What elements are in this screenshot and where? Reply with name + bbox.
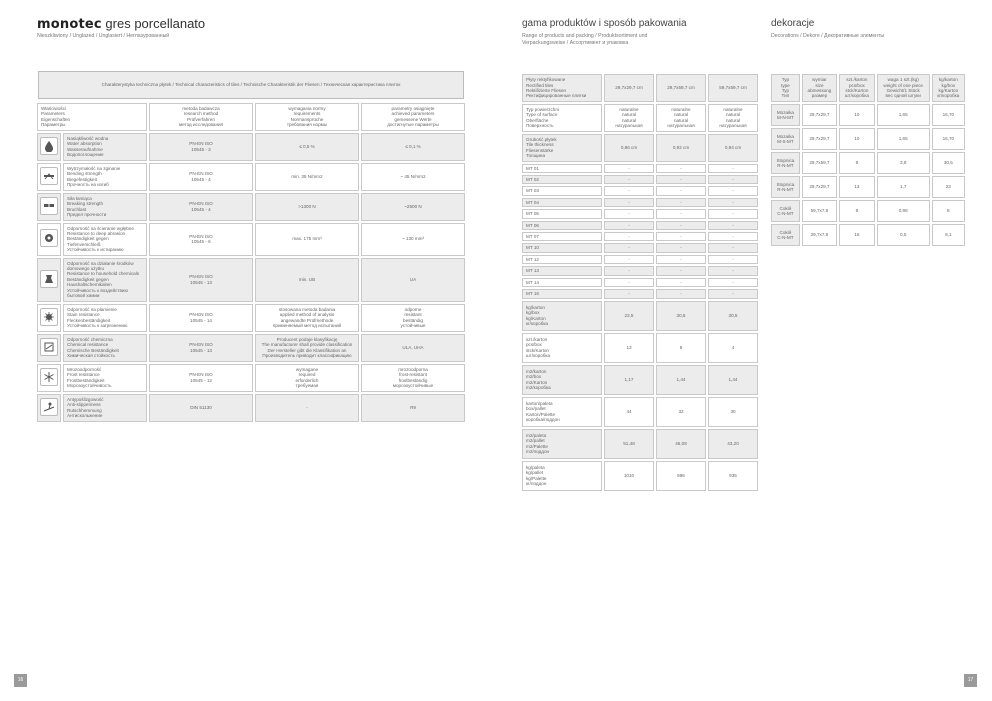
table-row	[771, 224, 965, 246]
value-cell: ≤ 0,1 %	[361, 133, 465, 161]
availability-cell: -	[656, 255, 706, 264]
availability-cell: -	[656, 266, 706, 275]
thickness-cell: 0,86 cm	[604, 134, 654, 162]
availability-cell: -	[604, 243, 654, 252]
method-cell: PN-EN ISO 10545 - 12	[149, 364, 253, 392]
table-row	[37, 163, 465, 191]
availability-cell: -	[708, 255, 758, 264]
chemical-resistance-icon	[40, 338, 58, 356]
deco-pcs: 10	[839, 128, 875, 150]
deco-size: 29,7x7,8	[802, 224, 837, 246]
availability-cell: -	[656, 164, 706, 173]
decorations-title: dekoracje	[771, 18, 815, 29]
value-cell: UA	[361, 258, 465, 302]
requirement-cell: min. UB	[255, 258, 359, 302]
method-cell: PN-EN ISO 10545 - 13	[149, 258, 253, 302]
color-row	[522, 289, 758, 298]
availability-cell: -	[604, 278, 654, 287]
availability-cell: -	[604, 289, 654, 298]
icon-cell	[37, 163, 61, 191]
icon-cell	[37, 334, 61, 362]
requirement-cell: -	[255, 394, 359, 422]
packing-value: 4	[708, 333, 758, 363]
packing-value: 30	[708, 397, 758, 427]
requirement-cell: ≤ 0,5 %	[255, 133, 359, 161]
availability-cell: -	[708, 186, 758, 195]
range-table	[520, 72, 760, 493]
packing-value: 22,5	[604, 301, 654, 331]
method-cell: PN-EN ISO 10545 - 13	[149, 334, 253, 362]
size-cell: 29,7x59,7 cm	[656, 74, 706, 102]
label-cell: kg/paleta kg/pallet kg/Palette кг/поддон	[522, 461, 602, 491]
availability-cell: -	[604, 266, 654, 275]
property-name: Wytrzymałość na zginanie Bending strength Biegefestigkeit Прочность на изгиб	[63, 163, 147, 191]
availability-cell: -	[604, 164, 654, 173]
icon-cell	[37, 193, 61, 221]
range-header-row	[522, 74, 758, 102]
deco-type: Cokół C-N-MT	[771, 200, 800, 222]
color-code: MT 14	[522, 278, 602, 287]
table-row	[37, 223, 465, 256]
method-cell: PN-EN ISO 10545 - 14	[149, 304, 253, 332]
range-subtitle: Range of products and packing / Produktsortiment und Verpackungsweise / Ассортимент и упаковка	[522, 33, 648, 46]
availability-cell: -	[708, 164, 758, 173]
packing-value: 1,44	[708, 365, 758, 395]
deco-kg: 8,1	[932, 224, 965, 246]
deco-pcs: 10	[839, 104, 875, 126]
value-cell: mrozoodporna frost-resistant frostbeständig морозоустойчивые	[361, 364, 465, 392]
property-name: Odporność na działanie środków domowego użytku Resistance to household chemicals Beständigkeit gegen Haushaltschemikalien Устойчивость к воздействию бытовой химии	[63, 258, 147, 302]
deco-pcs: 16	[839, 224, 875, 246]
size-cell: 29,7x29,7 cm	[604, 74, 654, 102]
color-row	[522, 255, 758, 264]
deco-kg: 16,70	[932, 128, 965, 150]
header-cell: Właściwości Parameters Eigenschaften Параметры	[37, 103, 147, 131]
packing-value: 13	[604, 333, 654, 363]
thickness-row	[522, 134, 758, 162]
property-name: Odporność na ścieranie wgłębne Resistance to deep abrasion Beständigkeit gegen Tiefenverschleiß Устойчивость к истиранию	[63, 223, 147, 256]
deco-type: Stopnica R-N-MT	[771, 152, 800, 174]
deco-type: Stopnica R-N-MT	[771, 176, 800, 198]
availability-cell: -	[708, 209, 758, 218]
method-cell: PN-EN ISO 10545 - 4	[149, 163, 253, 191]
packing-row	[522, 429, 758, 459]
color-row	[522, 175, 758, 184]
deco-w: 1,65	[877, 128, 930, 150]
property-name: Odporność chemiczna Chemical resistance Chemische Beständigkeit Химическая стойкость	[63, 334, 147, 362]
requirement-cell: Producent podaje klasyfikację The manufacturer shall provide classification Der Hersteller gibt die Klassifikation an Производитель приводит классификацию	[255, 334, 359, 362]
availability-cell: -	[708, 232, 758, 241]
header-cell: szt./karton pcs/box stck/Karton шт/коробка	[839, 74, 875, 102]
tech-table-title: Charakterystyka techniczna płytek / Technical characteristics of tiles / Technische Charakteristik der Fliesen / Техническая характеристика плиток	[38, 71, 464, 99]
table-row	[37, 394, 465, 422]
table-row	[771, 128, 965, 150]
icon-cell	[37, 364, 61, 392]
method-cell: DIN 51130	[149, 394, 253, 422]
header-cell: parametry osiągnięte achieved parameters gemessene Werte достигнутые параметры	[361, 103, 465, 131]
deco-size: 29,7x29,7	[802, 128, 837, 150]
packing-value: 1,17	[604, 365, 654, 395]
packing-value: 30,5	[656, 301, 706, 331]
label-cell: Typ powierzchni Type of surface Oberfläche Поверхность	[522, 104, 602, 132]
page-number-left: 16	[14, 674, 27, 687]
range-title: gama produktów i sposób pakowania	[522, 18, 687, 29]
availability-cell: -	[604, 209, 654, 218]
label-cell: m2/paleta m2/pallet m2/Palette m2/поддон	[522, 429, 602, 459]
table-row	[771, 104, 965, 126]
anti-slip-icon	[40, 398, 58, 416]
deco-w: 3,8	[877, 152, 930, 174]
availability-cell: -	[708, 266, 758, 275]
frost-icon	[40, 368, 58, 386]
deco-size: 29,7x29,7	[802, 104, 837, 126]
table-row	[37, 304, 465, 332]
decorations-table	[769, 72, 967, 248]
size-cell: 59,7x59,7 cm	[708, 74, 758, 102]
availability-cell: -	[604, 175, 654, 184]
table-row	[37, 258, 465, 302]
icon-cell	[37, 223, 61, 256]
color-code: MT 10	[522, 243, 602, 252]
breaking-icon	[40, 197, 58, 215]
color-code: MT 13	[522, 266, 602, 275]
color-row	[522, 232, 758, 241]
packing-value: 8	[656, 333, 706, 363]
packing-row	[522, 333, 758, 363]
deco-header-row	[771, 74, 965, 102]
packing-value: 32	[656, 397, 706, 427]
packing-row	[522, 461, 758, 491]
table-row	[771, 152, 965, 174]
packing-value: 46,08	[656, 429, 706, 459]
surface-cell: naturalne natural natural натуральная	[604, 104, 654, 132]
color-row	[522, 198, 758, 207]
tech-header-row	[37, 103, 465, 131]
availability-cell: -	[656, 209, 706, 218]
icon-cell	[37, 394, 61, 422]
packing-row	[522, 301, 758, 331]
availability-cell: -	[604, 198, 654, 207]
tech-table	[36, 71, 466, 424]
color-row	[522, 186, 758, 195]
brand-title: monotec gres porcellanato	[37, 16, 206, 32]
color-row	[522, 221, 758, 230]
availability-cell: -	[656, 198, 706, 207]
page-number-right: 17	[964, 674, 977, 687]
packing-value: 30,5	[708, 301, 758, 331]
deco-size: 29,7x59,7	[802, 152, 837, 174]
decorations-subtitle: Decorations / Dekore / Декоративные элементы	[771, 33, 885, 39]
label-cell: karton/paleta box/pallet Karton/Palette коробка/поддон	[522, 397, 602, 427]
deco-size: 59,7x7,8	[802, 200, 837, 222]
deco-kg: 16,70	[932, 104, 965, 126]
availability-cell: -	[656, 186, 706, 195]
property-name: Mrozoodporność Frost resistance Frostbeständigkeit Морозоустойчивость	[63, 364, 147, 392]
header-cell: waga 1 szt.(kg) weight of one piece Gewicht/1 Stück вес одной штуки	[877, 74, 930, 102]
availability-cell: -	[708, 198, 758, 207]
deco-w: 0,98	[877, 200, 930, 222]
thickness-cell: 0,94 cm	[708, 134, 758, 162]
deco-pcs: 13	[839, 176, 875, 198]
packing-value: 44	[604, 397, 654, 427]
label-cell: Płyty rektyfikowane Rectified tiles Rektifizierte Fliesen Ректифицированные плитки	[522, 74, 602, 102]
icon-cell	[37, 258, 61, 302]
availability-cell: -	[604, 232, 654, 241]
deco-kg: 8	[932, 200, 965, 222]
stain-icon	[40, 308, 58, 326]
color-code: MT 02	[522, 175, 602, 184]
thickness-cell: 0,92 cm	[656, 134, 706, 162]
color-row	[522, 243, 758, 252]
value-cell: ~2500 N	[361, 193, 465, 221]
availability-cell: -	[656, 243, 706, 252]
deco-w: 1,65	[877, 104, 930, 126]
table-row	[37, 334, 465, 362]
value-cell: ULA, UHA	[361, 334, 465, 362]
packing-row	[522, 365, 758, 395]
label-cell: Grubość płytek Tile thickness Fliesenstärke Толщина	[522, 134, 602, 162]
table-row	[37, 133, 465, 161]
deco-pcs: 8	[839, 152, 875, 174]
method-cell: PN-EN ISO 10545 - 4	[149, 193, 253, 221]
label-cell: kg/karton kg/box kg/Karton кг/коробка	[522, 301, 602, 331]
tech-table-body	[35, 101, 467, 424]
left-subtitle: Nieszkliwiony / Unglazed / Unglasiert / Неглазурованный	[37, 33, 170, 39]
surface-cell: naturalne natural natural натуральная	[708, 104, 758, 132]
surface-row	[522, 104, 758, 132]
requirement-cell: >1300 N	[255, 193, 359, 221]
table-row	[771, 200, 965, 222]
availability-cell: -	[604, 221, 654, 230]
requirement-cell: stosowana metoda badania applied method of analysis angewandte Prüfmethode применяемый метод испытаний	[255, 304, 359, 332]
header-cell: Typ type Typ Тип	[771, 74, 800, 102]
table-row	[37, 364, 465, 392]
color-code: MT 12	[522, 255, 602, 264]
availability-cell: -	[708, 175, 758, 184]
availability-cell: -	[604, 186, 654, 195]
color-code: MT 05	[522, 209, 602, 218]
deco-w: 0,5	[877, 224, 930, 246]
packing-value: 935	[708, 461, 758, 491]
availability-cell: -	[604, 255, 654, 264]
deco-type: Mozaika M-S-MT	[771, 128, 800, 150]
water-drop-icon	[40, 137, 58, 155]
availability-cell: -	[708, 221, 758, 230]
property-name: Odporność na plamienie Stain resistance Fleckenbeständigkeit Устойчивость к загрязнению	[63, 304, 147, 332]
value-cell: odporne resistant beständig устойчивые	[361, 304, 465, 332]
availability-cell: -	[656, 278, 706, 287]
color-row	[522, 278, 758, 287]
availability-cell: -	[656, 232, 706, 241]
value-cell: ~ 130 mm³	[361, 223, 465, 256]
deco-type: Mozaika M-N-MT	[771, 104, 800, 126]
color-code: MT 16	[522, 289, 602, 298]
deco-pcs: 8	[839, 200, 875, 222]
chemicals-icon	[40, 270, 58, 288]
deco-w: 1,7	[877, 176, 930, 198]
value-cell: R9	[361, 394, 465, 422]
deco-kg: 30,5	[932, 152, 965, 174]
availability-cell: -	[708, 278, 758, 287]
packing-value: 1010	[604, 461, 654, 491]
color-code: MT 07	[522, 232, 602, 241]
property-name: Nasiąkliwość wodna Water absorption Wasseraufnahme Водопоглощение	[63, 133, 147, 161]
header-cell: kg/karton kg/box kg/Karton кг/коробка	[932, 74, 965, 102]
color-row	[522, 266, 758, 275]
deco-size: 29,7x29,7	[802, 176, 837, 198]
availability-cell: -	[656, 289, 706, 298]
color-code: MT 06	[522, 221, 602, 230]
table-row	[37, 193, 465, 221]
color-code: MT 03	[522, 186, 602, 195]
table-row	[771, 176, 965, 198]
method-cell: PN-EN ISO 10545 - 6	[149, 223, 253, 256]
requirement-cell: min. 35 N/mm2	[255, 163, 359, 191]
availability-cell: -	[708, 243, 758, 252]
property-name: Antypoślizgowość Anti-slipperiness Rutschhemmung Антискольжение	[63, 394, 147, 422]
packing-value: 43,20	[708, 429, 758, 459]
packing-value: 996	[656, 461, 706, 491]
surface-cell: naturalne natural natural натуральная	[656, 104, 706, 132]
packing-value: 51,48	[604, 429, 654, 459]
deco-kg: 23	[932, 176, 965, 198]
icon-cell	[37, 133, 61, 161]
requirement-cell: wymagane required erforderlich требуемая	[255, 364, 359, 392]
label-cell: szt./karton pcs/box stck/Karton шт/коробка	[522, 333, 602, 363]
availability-cell: -	[656, 221, 706, 230]
icon-cell	[37, 304, 61, 332]
header-cell: wymagania normy requirements Normansprüche требования нормы	[255, 103, 359, 131]
header-cell: metoda badawcza research method Prüfverfahren метод исследования	[149, 103, 253, 131]
label-cell: m2/karton m2/box m2/Karton m2/коробка	[522, 365, 602, 395]
value-cell: ~ 45 N/mm2	[361, 163, 465, 191]
packing-row	[522, 397, 758, 427]
method-cell: PN-EN ISO 10545 - 3	[149, 133, 253, 161]
availability-cell: -	[708, 289, 758, 298]
color-code: MT 04	[522, 198, 602, 207]
color-code: MT 01	[522, 164, 602, 173]
packing-value: 1,44	[656, 365, 706, 395]
abrasion-icon	[40, 229, 58, 247]
requirement-cell: max. 175 mm³	[255, 223, 359, 256]
availability-cell: -	[656, 175, 706, 184]
header-cell: wymiar size abmessung размер	[802, 74, 837, 102]
bending-icon	[40, 167, 58, 185]
color-row	[522, 164, 758, 173]
deco-type: Cokół C-N-MT	[771, 224, 800, 246]
color-row	[522, 209, 758, 218]
property-name: Siła łamiąca Breaking strength Bruchlast Предел прочности	[63, 193, 147, 221]
